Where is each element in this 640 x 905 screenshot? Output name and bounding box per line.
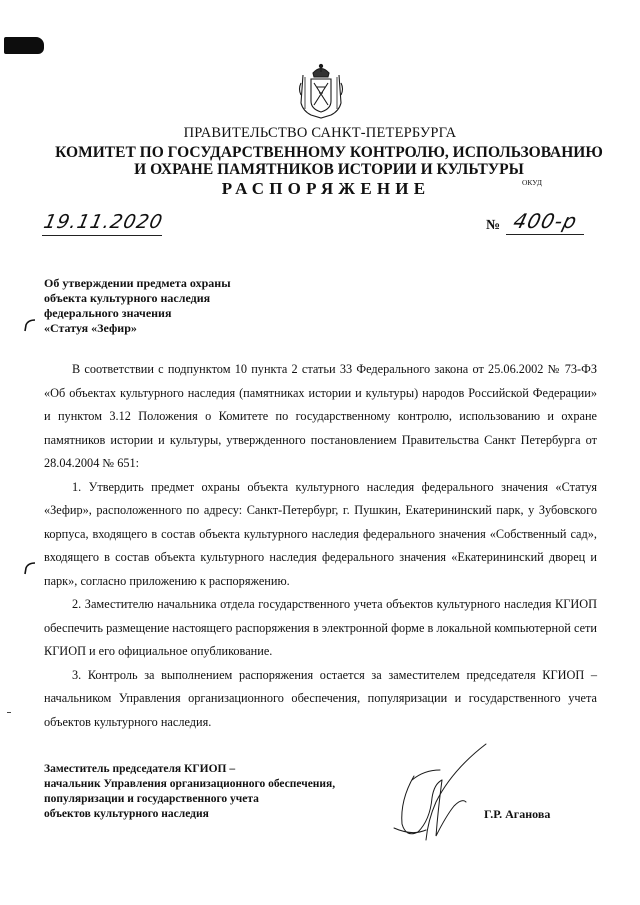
signer-name: Г.Р. Аганова: [484, 807, 551, 821]
subject-line: Об утверждении предмета охраны: [44, 276, 231, 290]
body-paragraph-item1: 1. Утвердить предмет охраны объекта культурного наследия федерального значения «Статуя «Зефир», расположенного по адресу: Санкт-Петербург, г. Пушкин, Екатерининский парк, у Зубовского корпуса, входящего в состав объекта культурного наследия федерального значения «Собственный сад», входящего в состав объекта культурного наследия федерального значения «Екатерининский дворец и парк», согласно приложению к распоряжению.: [44, 479, 597, 588]
committee-title-line1: КОМИТЕТ ПО ГОСУДАРСТВЕННОМУ КОНТРОЛЮ, ИСПОЛЬЗОВАНИЮ: [55, 144, 603, 161]
document-subject: [44, 276, 231, 336]
signatory-title: [44, 762, 335, 822]
subject-line: объекта культурного наследия: [44, 291, 211, 305]
body-paragraph-preamble: В соответствии с подпунктом 10 пункта 2 статьи 33 Федерального закона от 25.06.2002 № 73-ФЗ «Об объектах культурного наследия (памятниках истории и культуры) народов Российской Федерации» и пунктом 3.12 Положения о Комитете по государственному контролю, использованию и охране памятников истории и культуры, утвержденного постановлением Правительства Санкт Петербурга от 28.04.2004 № 651:: [44, 362, 597, 470]
document-number: 400-р: [511, 209, 581, 233]
handwritten-signature: [392, 740, 488, 850]
document-body: [44, 358, 597, 734]
subject-line: федерального значения: [44, 306, 172, 320]
margin-tick: [7, 712, 11, 713]
signatory-line: начальник Управления организационного обеспечения,: [44, 778, 336, 790]
margin-mark-icon: [24, 318, 36, 332]
redaction-mark: [4, 37, 44, 54]
body-paragraph-item2: 2. Заместителю начальника отдела государственного учета объектов культурного наследия КГИОП обеспечить размещение настоящего распоряжения в электронной форме в локальной компьютерной сети КГИОП и его официальное опубликование.: [44, 597, 597, 658]
okud-label: ОКУД: [522, 178, 542, 187]
document-type-title: РАСПОРЯЖЕНИЕ: [221, 179, 431, 198]
signatory-line: Заместитель председателя КГИОП –: [44, 763, 236, 775]
signatory-line: популяризации и государственного учета: [44, 793, 259, 805]
number-sign: №: [486, 218, 501, 233]
subject-line: «Статуя «Зефир»: [44, 321, 137, 335]
government-title: ПРАВИТЕЛЬСТВО САНКТ-ПЕТЕРБУРГА: [183, 125, 457, 141]
date-underline: [42, 235, 162, 236]
number-underline: [506, 234, 584, 235]
coat-of-arms-icon: [297, 63, 345, 119]
document-date: 19.11.2020: [41, 211, 166, 233]
committee-title-line2: И ОХРАНЕ ПАМЯТНИКОВ ИСТОРИИ И КУЛЬТУРЫ: [134, 161, 524, 178]
margin-mark-icon: [24, 561, 36, 575]
body-paragraph-item3: 3. Контроль за выполнением распоряжения остается за заместителем председателя КГИОП – начальником Управления организационного обеспечения, популяризации и государственного учета объектов культурного наследия.: [44, 667, 597, 729]
signatory-line: объектов культурного наследия: [44, 808, 209, 820]
